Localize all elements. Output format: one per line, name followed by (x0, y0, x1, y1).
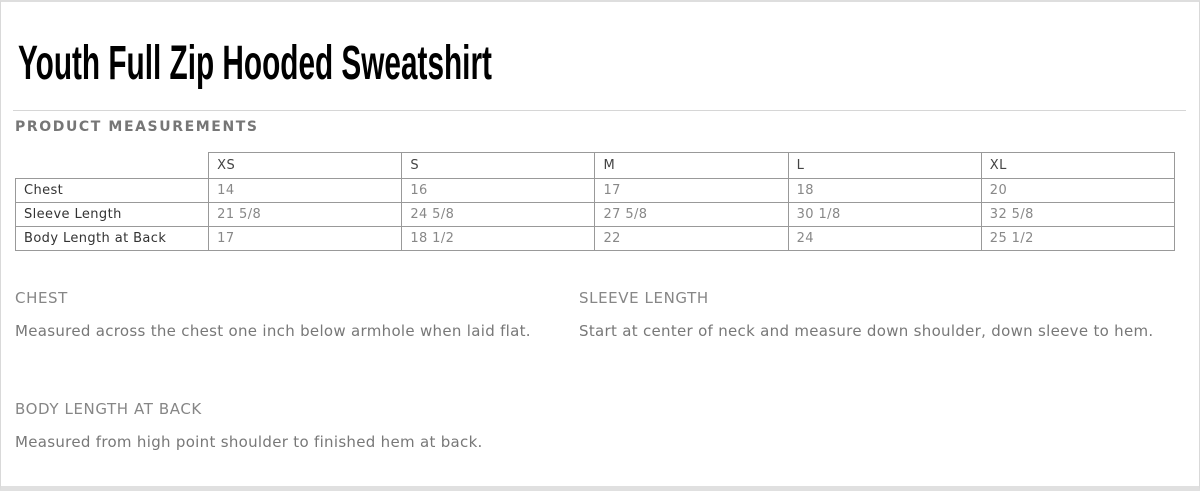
page-title: Youth Full Zip Hooded Sweatshirt (18, 37, 492, 90)
column-header-l: L (788, 153, 981, 179)
section-divider (13, 110, 1186, 111)
definition-sleeve-text: Start at center of neck and measure down shoulder, down sleeve to hem. (579, 322, 1154, 340)
definition-body-length (15, 402, 590, 457)
cell-value: 27 5/8 (595, 203, 788, 227)
row-label: Body Length at Back (16, 227, 209, 251)
cell-value: 25 1/2 (981, 227, 1174, 251)
row-label: Sleeve Length (16, 203, 209, 227)
column-header-xl: XL (981, 153, 1174, 179)
cell-value: 16 (402, 179, 595, 203)
cell-value: 18 1/2 (402, 227, 595, 251)
definition-chest-text: Measured across the chest one inch below armhole when laid flat. (15, 322, 531, 340)
table-row-chest (16, 179, 1175, 203)
cell-value: 18 (788, 179, 981, 203)
cell-value: 30 1/8 (788, 203, 981, 227)
cell-value: 24 (788, 227, 981, 251)
measurements-table (15, 152, 1175, 251)
section-heading: PRODUCT MEASUREMENTS (15, 119, 259, 135)
cell-value: 17 (209, 227, 402, 251)
cell-value: 32 5/8 (981, 203, 1174, 227)
column-header-m: M (595, 153, 788, 179)
definition-sleeve-length (579, 291, 1154, 346)
definition-body-text: Measured from high point shoulder to finished hem at back. (15, 433, 483, 451)
definition-body-heading: BODY LENGTH AT BACK (15, 400, 202, 418)
cell-value: 20 (981, 179, 1174, 203)
column-header-xs: XS (209, 153, 402, 179)
row-label: Chest (16, 179, 209, 203)
definition-chest (15, 291, 575, 346)
definition-sleeve-heading: SLEEVE LENGTH (579, 289, 709, 307)
cell-value: 14 (209, 179, 402, 203)
table-row-body-length (16, 227, 1175, 251)
cell-value: 17 (595, 179, 788, 203)
cell-value: 22 (595, 227, 788, 251)
definition-chest-heading: CHEST (15, 289, 68, 307)
cell-value: 24 5/8 (402, 203, 595, 227)
column-header-s: S (402, 153, 595, 179)
table-row-sleeve-length (16, 203, 1175, 227)
table-header-row (16, 153, 1175, 179)
cell-value: 21 5/8 (209, 203, 402, 227)
corner-cell (16, 153, 209, 179)
